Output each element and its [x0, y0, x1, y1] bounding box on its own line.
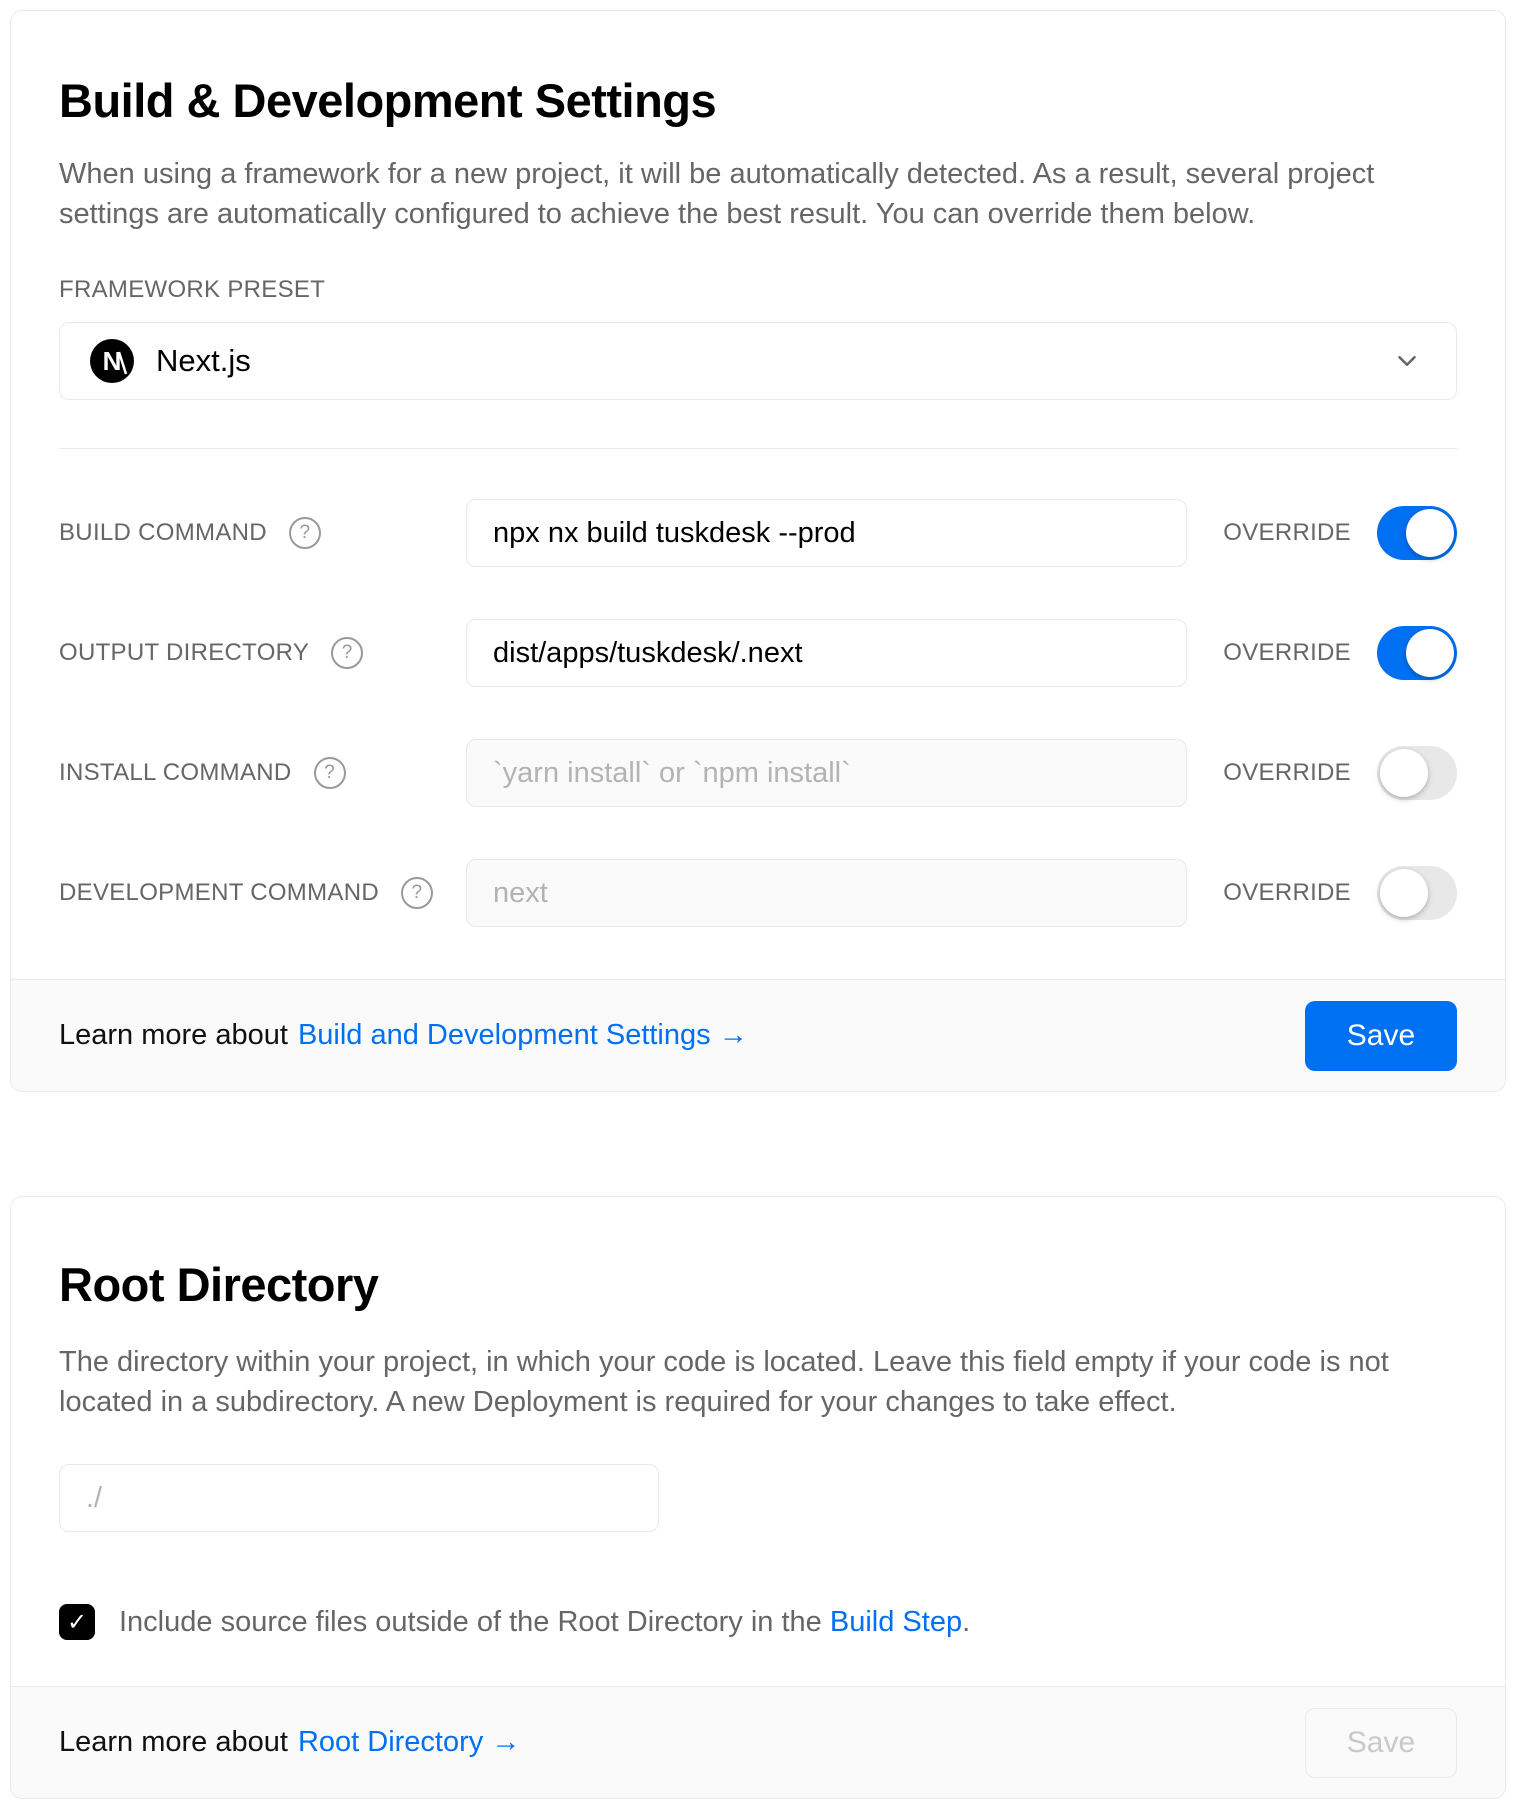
arrow-right-icon: →: [718, 1019, 748, 1051]
development-command-label-group: [59, 877, 466, 909]
chevron-down-icon: [1392, 346, 1422, 376]
help-circle-icon[interactable]: ?: [314, 757, 346, 789]
development-command-override-toggle[interactable]: [1377, 866, 1457, 920]
framework-preset-label: FRAMEWORK PRESET: [59, 276, 326, 303]
install-command-row: [59, 739, 1457, 807]
override-label: OVERRIDE: [1223, 639, 1351, 666]
include-source-files-label: Include source files outside of the Root Directory in the Build Step.: [119, 1605, 971, 1638]
install-command-label: INSTALL COMMAND: [59, 759, 292, 786]
root-directory-learn-more-link[interactable]: Root Directory →: [297, 1726, 521, 1758]
build-command-label: BUILD COMMAND: [59, 519, 267, 546]
help-circle-icon[interactable]: ?: [289, 517, 321, 549]
output-directory-input[interactable]: [466, 619, 1187, 687]
override-label: OVERRIDE: [1223, 879, 1351, 906]
build-settings-footer: [11, 979, 1505, 1091]
learn-more-text: [59, 1019, 748, 1052]
help-circle-icon[interactable]: ?: [331, 637, 363, 669]
toggle-knob: [1380, 749, 1428, 797]
toggle-knob: [1380, 869, 1428, 917]
root-directory-title: Root Directory: [59, 1258, 379, 1311]
toggle-knob: [1406, 509, 1454, 557]
install-command-input: [466, 739, 1187, 807]
build-command-override-group: [1223, 506, 1457, 560]
svg-text:N: N: [102, 346, 122, 376]
include-source-files-checkbox[interactable]: [59, 1604, 95, 1640]
learn-more-prefix: Learn more about: [59, 1019, 288, 1051]
build-settings-save-button[interactable]: Save: [1305, 1001, 1457, 1071]
learn-more-text: [59, 1726, 520, 1759]
check-icon: ✓: [66, 1608, 88, 1636]
root-directory-save-button[interactable]: Save: [1305, 1708, 1457, 1778]
build-step-link[interactable]: Build Step: [829, 1605, 963, 1638]
build-command-input[interactable]: [466, 499, 1187, 567]
output-directory-row: [59, 619, 1457, 687]
build-command-override-toggle[interactable]: [1377, 506, 1457, 560]
output-directory-override-group: [1223, 626, 1457, 680]
build-settings-learn-more-link[interactable]: Build and Development Settings →: [297, 1019, 748, 1051]
install-command-override-group: [1223, 746, 1457, 800]
install-command-override-toggle[interactable]: [1377, 746, 1457, 800]
development-command-override-group: [1223, 866, 1457, 920]
nextjs-logo-icon: [90, 339, 134, 383]
build-command-label-group: [59, 517, 466, 549]
arrow-right-icon: →: [491, 1726, 521, 1758]
build-settings-rows: [59, 449, 1457, 927]
root-directory-body: [11, 1197, 1505, 1640]
build-settings-card: [10, 10, 1506, 1092]
override-label: OVERRIDE: [1223, 519, 1351, 546]
learn-more-prefix: Learn more about: [59, 1726, 288, 1758]
root-directory-card: [10, 1196, 1506, 1799]
framework-preset-select[interactable]: [59, 322, 1457, 400]
override-label: OVERRIDE: [1223, 759, 1351, 786]
root-directory-description: The directory within your project, in which your code is located. Leave this field empty if your code is not located in a subdirectory. A new Deployment is required for your changes to take effect.: [59, 1346, 1389, 1418]
output-directory-override-toggle[interactable]: [1377, 626, 1457, 680]
toggle-knob: [1406, 629, 1454, 677]
build-command-row: [59, 499, 1457, 567]
build-settings-title: Build & Development Settings: [59, 74, 717, 127]
framework-selected: [90, 339, 251, 383]
output-directory-label-group: [59, 637, 466, 669]
development-command-input: [466, 859, 1187, 927]
framework-selected-value: Next.js: [156, 343, 251, 378]
root-directory-input[interactable]: [59, 1464, 659, 1532]
development-command-row: [59, 859, 1457, 927]
build-settings-description: When using a framework for a new project, it will be automatically detected. As a result, several project settings are automatically configured to achieve the best result. You can override them below.: [59, 158, 1375, 230]
output-directory-label: OUTPUT DIRECTORY: [59, 639, 310, 666]
include-source-files-row: [59, 1604, 1457, 1640]
install-command-label-group: [59, 757, 466, 789]
root-directory-footer: [11, 1686, 1505, 1798]
development-command-label: DEVELOPMENT COMMAND: [59, 879, 379, 906]
help-circle-icon[interactable]: ?: [401, 877, 433, 909]
build-settings-body: [11, 11, 1505, 927]
